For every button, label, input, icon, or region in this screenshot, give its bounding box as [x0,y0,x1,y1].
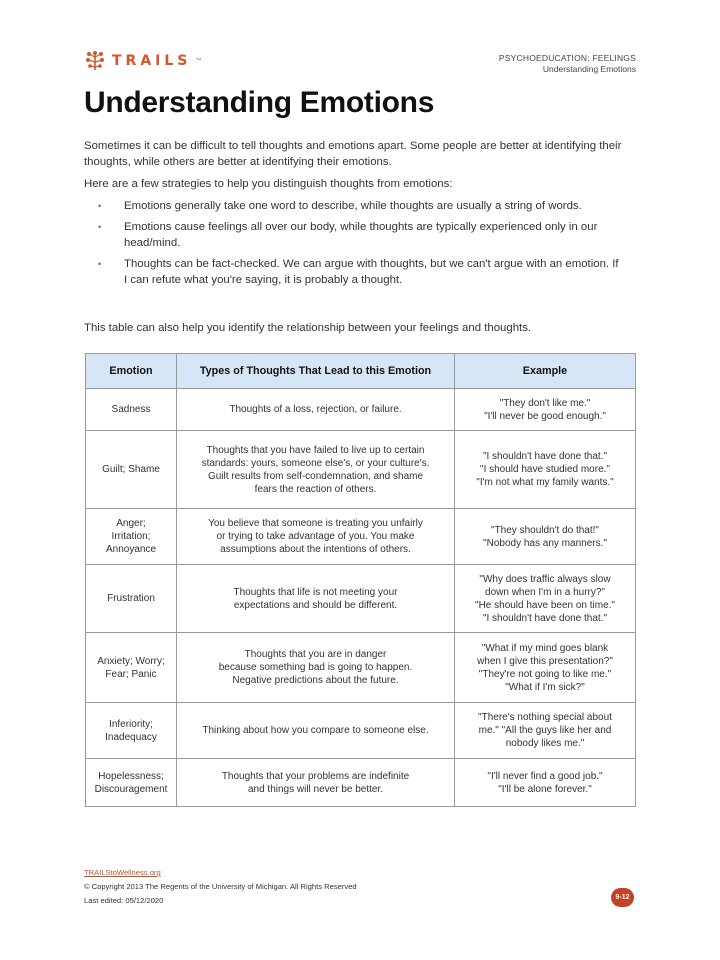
cell-thoughts [177,509,455,565]
page-number-badge: 9-12 [611,888,634,907]
cell-example [455,431,636,509]
cell-emotion [86,509,177,565]
cell-line: Thoughts that life is not meeting your [233,586,398,598]
table-row [86,431,636,509]
cell-line: because something bad is going to happen. [218,662,413,673]
table-row [86,759,636,807]
cell-thoughts [177,389,455,431]
cell-line: "I'll never find a good job." [487,770,603,782]
cell-line: You believe that someone is treating you unfairly [208,518,423,529]
cell-line: Negative predictions about the future. [232,675,399,686]
cell-emotion [86,389,177,431]
cell-example [455,759,636,807]
cell-line: Guilt results from self-condemnation, and shame [207,470,424,482]
cell-thoughts [177,431,455,509]
cell-line: "I shouldn't have done that." [482,451,608,462]
cell-line: "They're not going to like me." [478,668,612,680]
header-emotion: Emotion [86,354,177,389]
cell-example [455,633,636,703]
running-header [499,53,636,75]
cell-line: Discouragement [94,783,168,795]
cell-line: Irritation; [111,531,151,542]
cell-line: when I give this presentation?" [477,655,613,667]
cell-line: "Why does traffic always slow [479,573,611,585]
table-row [86,509,636,565]
logo-wordmark: TRAILS [112,53,192,69]
cell-thoughts [177,565,455,633]
cell-example [455,703,636,759]
cell-line: Thoughts of a loss, rejection, or failure. [229,404,402,415]
bullet-icon: • [98,222,102,232]
table-row [86,389,636,431]
cell-emotion [86,759,177,807]
cell-line: "I'll never be good enough." [484,410,606,422]
cell-line: Thoughts that your problems are indefinite [221,770,410,782]
strategy-item [98,219,624,251]
strategy-text: Emotions generally take one word to describe, while thoughts are usually a string of words. [124,200,582,212]
cell-line: Inferiority; [109,718,153,730]
cell-line: Anger; [116,518,146,529]
strategy-item [98,198,624,214]
strategy-item [98,256,624,288]
cell-line: Fear; Panic [105,668,157,680]
cell-line: "I should have studied more." [480,464,610,475]
cell-emotion [86,431,177,509]
header-example: Example [455,354,636,389]
copyright-notice: © Copyright 2013 The Regents of the University of Michigan. All Rights Reserved [84,882,357,891]
cell-line: "I'm not what my family wants." [476,477,614,488]
trails-tree-icon [84,50,106,72]
cell-line: "Nobody has any manners." [483,537,607,549]
header-thoughts: Types of Thoughts That Lead to this Emotion [177,354,455,389]
logo-trademark: ™ [195,58,202,64]
header-subsection: Understanding Emotions [542,64,636,74]
cell-line: fears the reaction of others. [254,483,377,495]
last-edited: Last edited: 05/12/2020 [84,896,164,905]
intro-text [84,138,624,293]
emotions-table [85,353,636,807]
cell-line: and things will never be better. [247,783,384,795]
cell-line: Frustration [107,593,155,604]
cell-line: Thinking about how you compare to someone else. [202,725,429,736]
strategy-text: Thoughts can be fact-checked. We can argue with thoughts, but we can't argue with an emotion. If I can refute what you're saying, it is probably a thought. [124,258,619,286]
cell-line: Thoughts that you have failed to live up to certain [206,444,425,456]
intro-paragraph-1: Sometimes it can be difficult to tell thoughts and emotions apart. Some people are better at identifying their thoughts, while others are better at identifying their emotions. [84,140,622,168]
cell-line: Anxiety; Worry; [97,655,165,667]
cell-line: down when I'm in a hurry?" [485,586,605,598]
table-header-row [86,354,636,389]
cell-line: or trying to take advantage of you. You make [216,531,415,542]
cell-line: Inadequacy [105,731,157,743]
trails-logo [84,50,201,72]
footer [84,866,357,908]
cell-example [455,509,636,565]
intro-paragraph-2: Here are a few strategies to help you distinguish thoughts from emotions: [84,178,453,190]
bullet-icon: • [98,259,102,269]
table-row [86,703,636,759]
strategy-list [84,198,624,288]
cell-example [455,565,636,633]
cell-emotion [86,703,177,759]
cell-example [455,389,636,431]
cell-line: nobody likes me." [505,738,585,749]
strategy-text: Emotions cause feelings all over our body, while thoughts are typically experienced only in our head/mind. [124,221,598,249]
cell-line: Hopelessness; [98,770,164,782]
cell-line: "There's nothing special about [478,712,612,723]
cell-line: Thoughts that you are in danger [244,649,387,660]
cell-line: "I shouldn't have done that." [482,612,608,624]
table-row [86,633,636,703]
table-body [86,389,636,807]
cell-line: "What if I'm sick?" [505,681,585,693]
table-intro: This table can also help you identify the relationship between your feelings and thoughts. [84,322,532,334]
cell-line: assumptions about the intentions of others. [220,544,411,555]
cell-line: "What if my mind goes blank [481,642,609,654]
cell-line: standards: yours, someone else's, or your culture's. [201,457,430,469]
cell-thoughts [177,759,455,807]
cell-line: "I'll be alone forever." [498,783,592,795]
cell-line: Sadness [111,404,151,415]
cell-thoughts [177,633,455,703]
cell-line: "They shouldn't do that!" [491,524,599,536]
cell-thoughts [177,703,455,759]
cell-emotion [86,633,177,703]
page-title: Understanding Emotions [84,86,435,119]
table-row [86,565,636,633]
cell-line: "He should have been on time." [475,599,615,611]
cell-line: expectations and should be different. [233,599,398,611]
cell-line: Guilt; Shame [102,464,160,475]
bullet-icon: • [98,201,102,211]
header-section: PSYCHOEDUCATION: FEELINGS [498,53,636,63]
cell-line: Annoyance [105,544,157,555]
cell-emotion [86,565,177,633]
cell-line: "They don't like me." [499,397,591,409]
cell-line: me." "All the guys like her and [478,725,612,736]
website-link[interactable]: TRAILStoWellness.org [84,868,161,877]
